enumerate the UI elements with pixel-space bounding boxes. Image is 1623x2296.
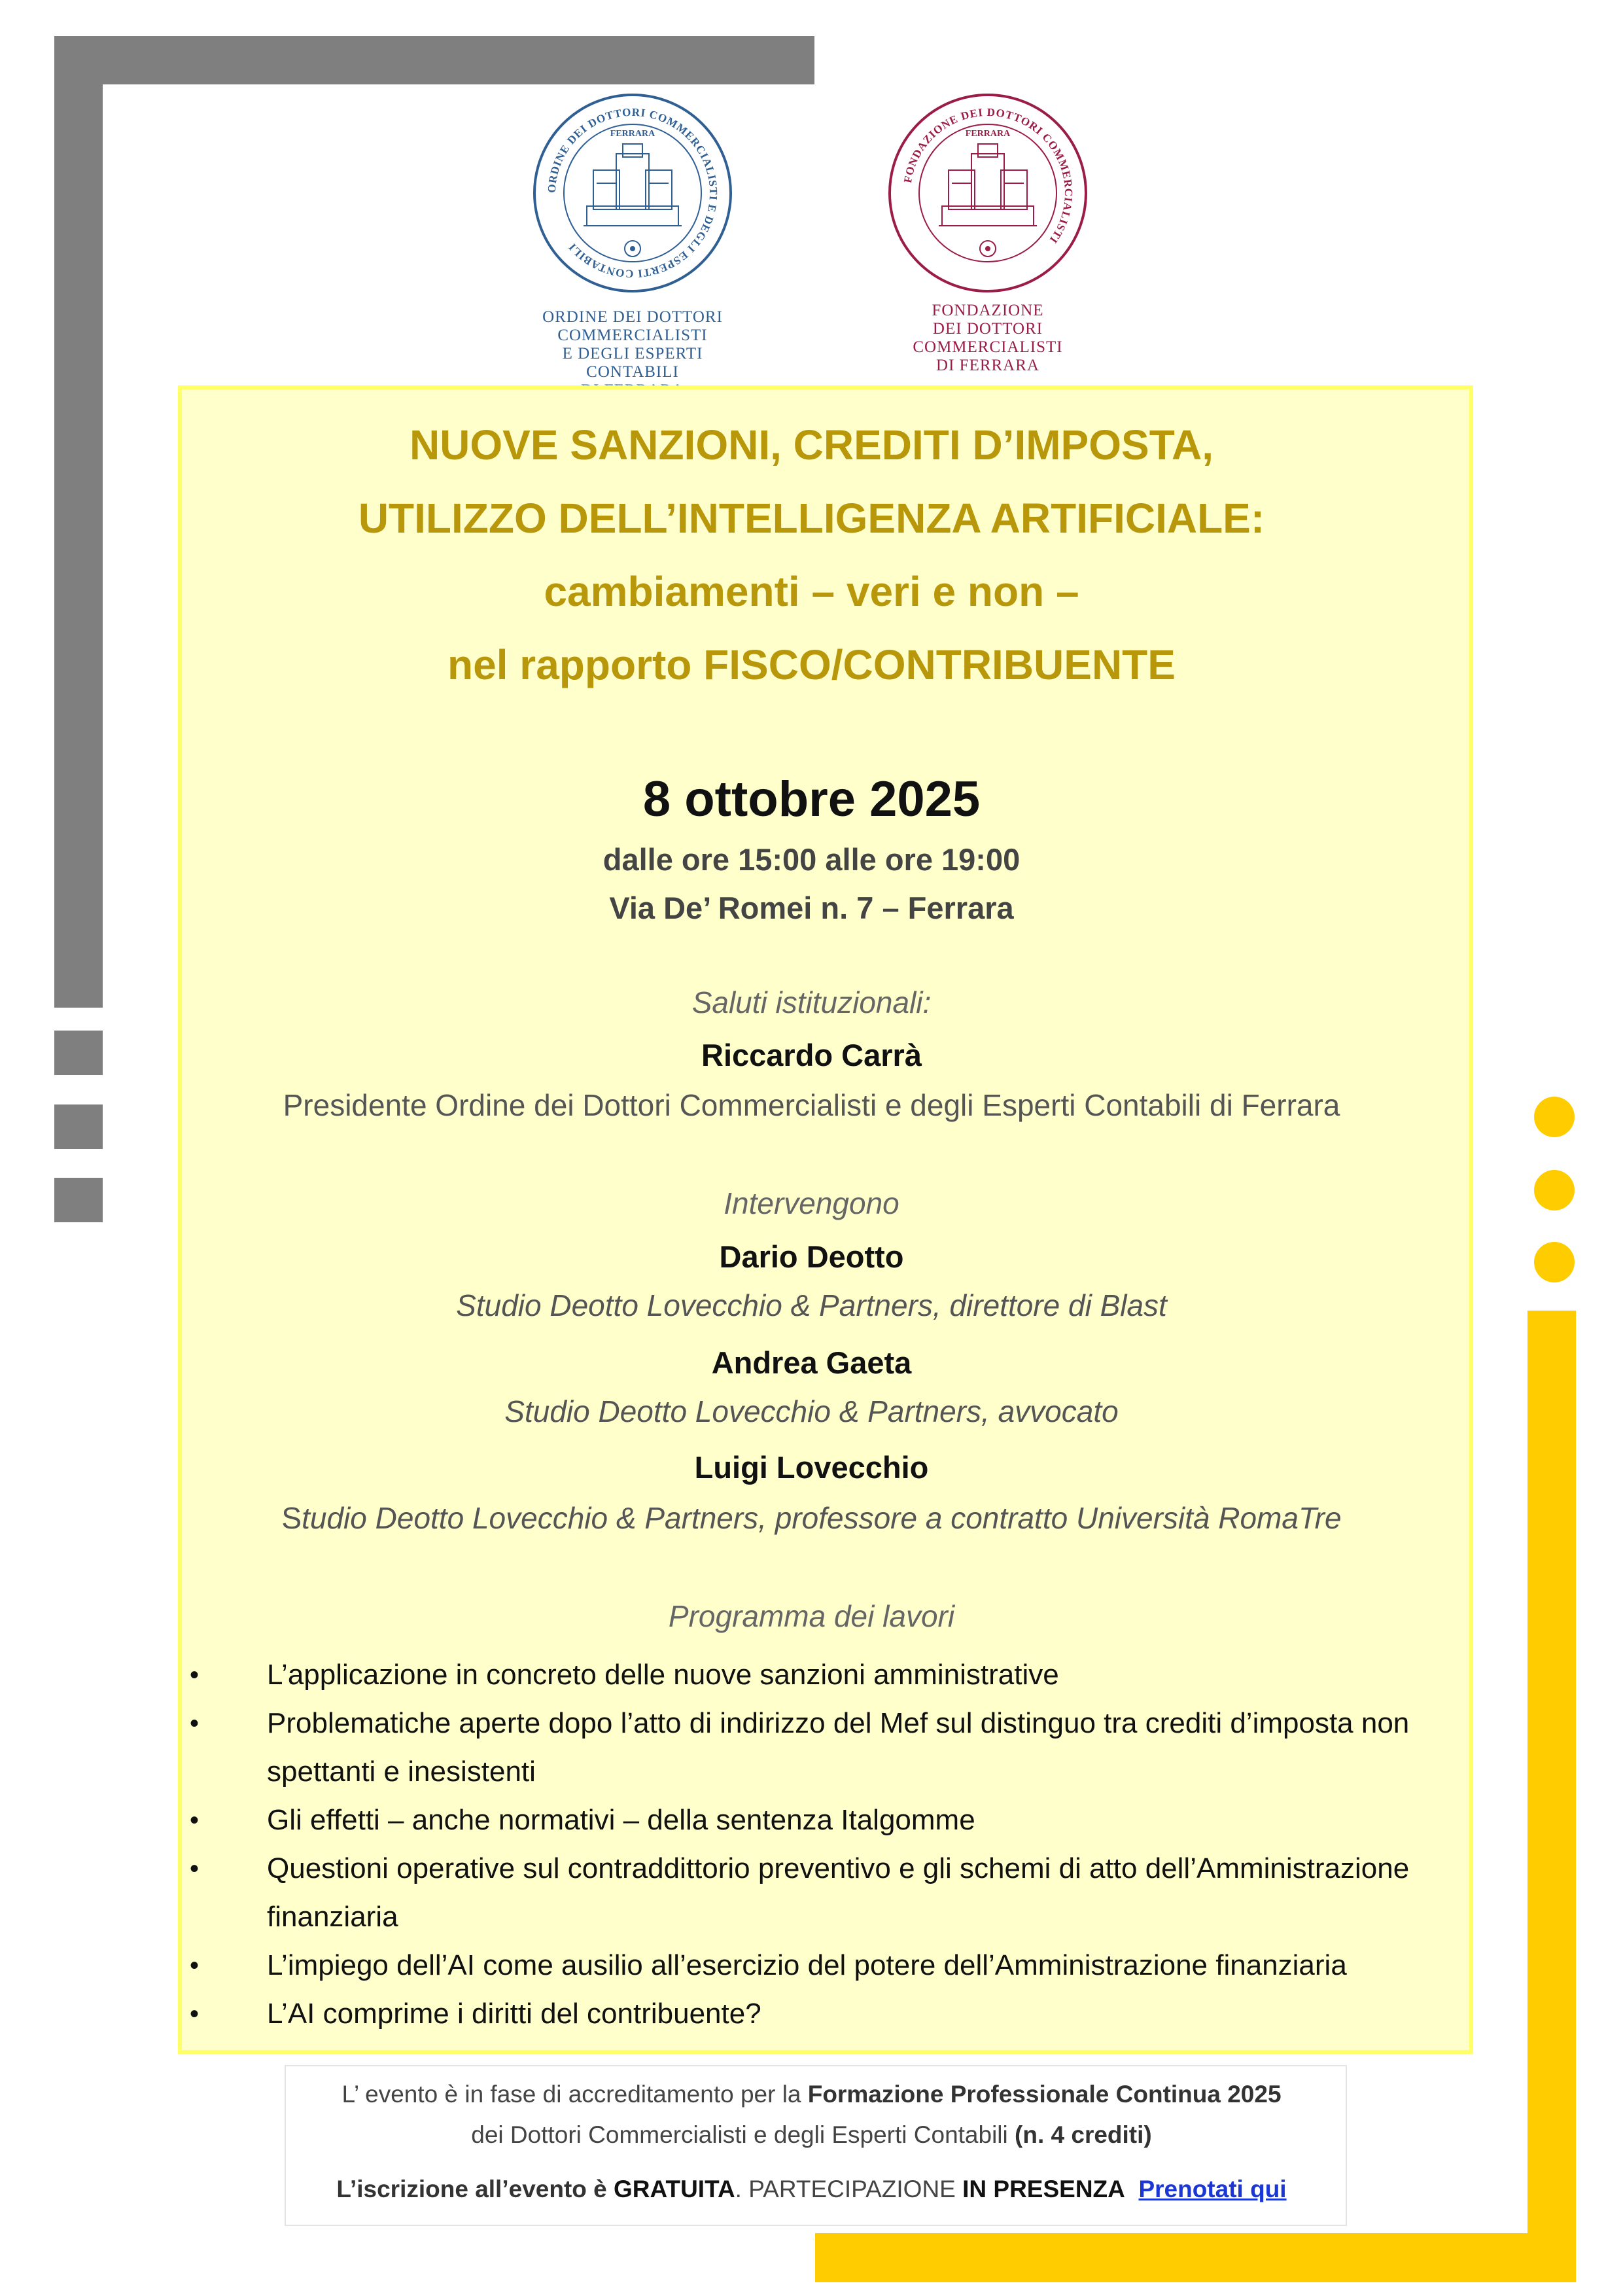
event-title-line: NUOVE SANZIONI, CREDITI D’IMPOSTA, [409,421,1214,468]
frame-top-gray [54,36,814,84]
program-item: • Gli effetti – anche normativi – della sentenza Italgomme [190,1796,1433,1845]
logo-fondazione-caption-line: DEI DOTTORI [932,320,1043,338]
book-now-link[interactable]: Prenotati qui [1138,2176,1287,2202]
event-time: dalle ore 15:00 alle ore 19:00 [602,842,1021,877]
event-location: Via De’ Romei n. 7 – Ferrara [609,891,1014,925]
event-title-line: nel rapporto FISCO/CONTRIBUENTE [447,641,1176,688]
speaker-role [0,1500,1623,1536]
registration-text: L’iscrizione all’evento è [336,2176,614,2202]
speaker-role: Studio Deotto Lovecchio & Partners, avvocato [504,1394,1119,1428]
accreditation-program: Formazione Professionale Continua 2025 [807,2081,1282,2108]
event-date: 8 ottobre 2025 [642,771,981,827]
event-title-line: UTILIZZO DELL’INTELLIGENZA ARTIFICIALE: [358,495,1265,542]
seal-ordine-ring-text: ORDINE DEI DOTTORI COMMERCIALISTI E DEGLI ESPERTI CONTABILI [545,105,720,281]
speaker-role-rest: tudio Deotto Lovecchio & Partners, professore a contratto Università RomaTre [302,1501,1342,1535]
program-item: • L’AI comprime i diritti del contribuente? [190,1990,1433,2038]
speaker-role: Studio Deotto Lovecchio & Partners, direttore di Blast [456,1288,1167,1322]
program-item: • L’applicazione in concreto delle nuove sanzioni amministrative [190,1651,1433,1699]
event-title-line: cambiamenti – veri e non – [544,568,1079,615]
speaker-name: Dario Deotto [719,1239,904,1274]
event-title [0,419,1623,691]
seal-ordine-icon [531,92,734,294]
accreditation-audience: dei Dottori Commercialisti e degli Esperti Contabili [471,2121,1015,2148]
logo-fondazione-caption-line: FONDAZIONE [932,302,1044,319]
accreditation-credits: (n. 4 crediti) [1015,2121,1152,2148]
speaker-role-first-letter: S [281,1501,302,1535]
logo-ordine-caption-line: COMMERCIALISTI [557,327,708,344]
seal-fondazione-icon [886,92,1089,294]
logo-ordine-caption-line: E DEGLI ESPERTI CONTABILI [562,345,703,381]
accreditation-line-1 [0,2081,1623,2108]
greetings-name: Riccardo Carrà [701,1038,922,1072]
speakers-label: Intervengono [724,1186,899,1220]
logo-fondazione-caption-line: DI FERRARA [936,357,1039,374]
participation-text: . PARTECIPAZIONE [735,2176,963,2202]
logo-fondazione-caption [886,302,1089,375]
seal-fondazione-ring-text: FONDAZIONE DEI DOTTORI COMMERCIALISTI [901,105,1075,246]
frame-bottom-yellow [815,2233,1576,2282]
participation-mode: IN PRESENZA [962,2176,1125,2202]
speaker-name: Luigi Lovecchio [694,1450,929,1485]
registration-line [0,2176,1623,2203]
logo-fondazione-caption-line: COMMERCIALISTI [913,338,1063,356]
logo-fondazione [886,92,1089,375]
accreditation-text: L’ evento è in fase di accreditamento per la [341,2081,808,2108]
seal-ordine-city: FERRARA [610,129,655,139]
program-list [190,1651,1433,2038]
program-item: • L’impiego dell’AI come ausilio all’esercizio del potere dell’Amministrazione finanziaria [190,1941,1433,1990]
logo-ordine [531,92,734,400]
logo-ordine-caption-line: ORDINE DEI DOTTORI [542,308,723,326]
registration-free: GRATUITA [614,2176,735,2202]
accreditation-line-2 [0,2121,1623,2149]
speaker-name: Andrea Gaeta [711,1345,912,1380]
greetings-label: Saluti istituzionali: [691,985,932,1019]
program-item: • Questioni operative sul contraddittorio preventivo e gli schemi di atto dell’Amministrazione finanziaria [190,1845,1433,1941]
program-item: • Problematiche aperte dopo l’atto di indirizzo del Mef sul distinguo tra crediti d’imposta non spettanti e inesistenti [190,1699,1433,1796]
seal-fondazione-city: FERRARA [965,129,1011,139]
program-label: Programma dei lavori [668,1599,955,1633]
greetings-role: Presidente Ordine dei Dottori Commercialisti e degli Esperti Contabili di Ferrara [283,1088,1340,1122]
